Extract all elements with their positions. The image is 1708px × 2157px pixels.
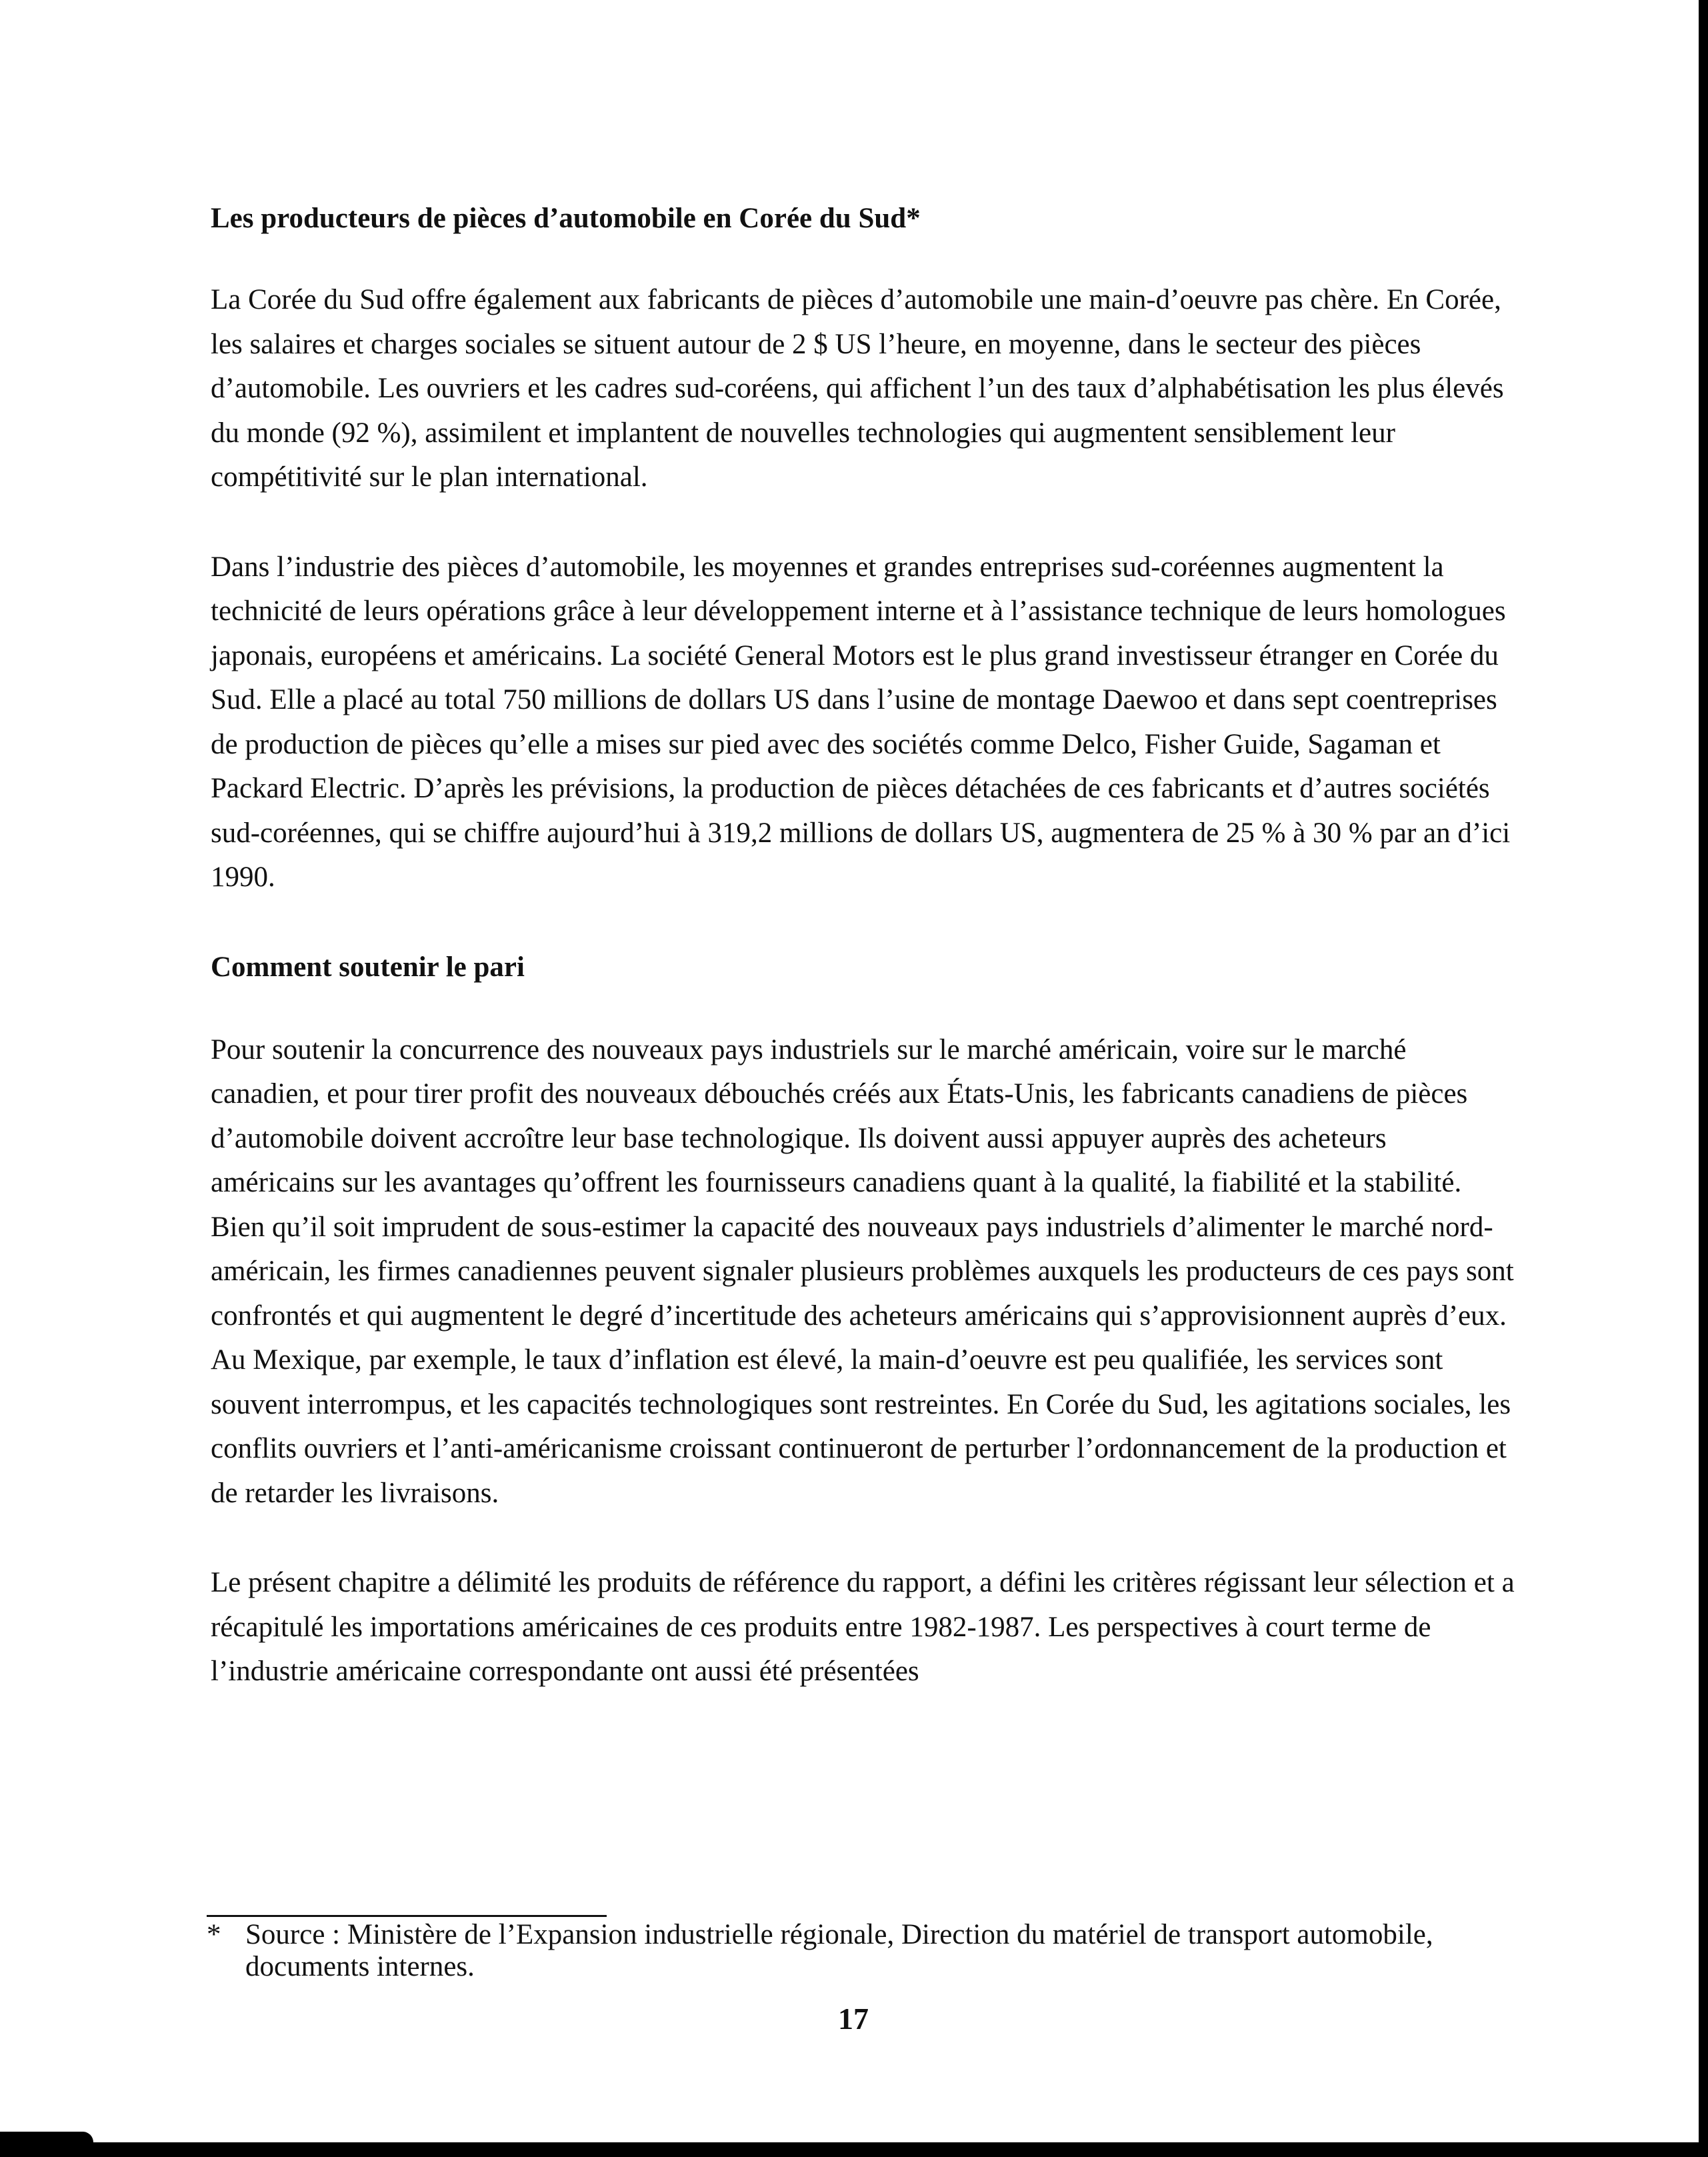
paragraph-chapter-summary: Le présent chapitre a délimité les produits de référence du rapport, a défini les critères régissant leur sélection et a récapitulé les importations américaines de ces produits entre 1982-1987. Les perspectives à court terme de l’industrie américaine correspondante ont aussi été présentées bbox=[211, 1567, 1515, 1687]
section-heading-korea: Les producteurs de pièces d’automobile en Corée du Sud* bbox=[211, 203, 921, 234]
scan-border-right bbox=[1699, 0, 1708, 2157]
page-number: 17 bbox=[838, 2002, 869, 2036]
paragraph-korea-industry: Dans l’industrie des pièces d’automobile, les moyennes et grandes entreprises sud-coréennes augmentent la technicité de leurs opérations grâce à leur développement interne et à l’assistance technique de leurs homologues japonais, européens et américains. La société General Motors est le plus grand investisseur étranger en Corée du Sud. Elle a placé au total 750 millions de dollars US dans l’usine de montage Daewoo et dans sept coentreprises de production de pièces qu’elle a mises sur pied avec des sociétés comme Delco, Fisher Guide, Sagaman et Packard Electric. D’après les prévisions, la production de pièces détachées de ces fabricants et d’autres sociétés sud-coréennes, qui se chiffre aujourd’hui à 319,2 millions de dollars US, augmentera de 25 % à 30 % par an d’ici 1990. bbox=[211, 551, 1511, 893]
footnote bbox=[207, 1919, 1513, 1983]
footnote-divider bbox=[207, 1915, 607, 1917]
scan-border-bottom bbox=[0, 2142, 1708, 2157]
paragraph-korea-labour: La Corée du Sud offre également aux fabricants de pièces d’automobile une main-d’oeuvre pas chère. En Corée, les salaires et charges sociales se situent autour de 2 $ US l’heure, en moyenne, dans le secteur des pièces d’automobile. Les ouvriers et les cadres sud-coréens, qui affichent l’un des taux d’alphabétisation les plus élevés du monde (92 %), assimilent et implantent de nouvelles technologies qui augmentent sensiblement leur compétitivité sur le plan international. bbox=[211, 284, 1504, 493]
footnote-text: Source : Ministère de l’Expansion industrielle régionale, Direction du matériel de transport automobile, documents internes. bbox=[245, 1919, 1433, 1982]
page-body bbox=[211, 197, 1517, 1694]
scan-border-corner bbox=[0, 2132, 93, 2142]
paragraph-competition: Pour soutenir la concurrence des nouveaux pays industriels sur le marché américain, voire sur le marché canadien, et pour tirer profit des nouveaux débouchés créés aux États-Unis, les fabricants canadiens de pièces d’automobile doivent accroître leur base technologique. Ils doivent aussi appuyer auprès des acheteurs américains sur les avantages qu’offrent les fournisseurs canadiens quant à la qualité, la fiabilité et la stabilité. Bien qu’il soit imprudent de sous-estimer la capacité des nouveaux pays industriels d’alimenter le marché nord-américain, les firmes canadiennes peuvent signaler plusieurs problèmes auxquels les producteurs de ces pays sont confrontés et qui augmentent le degré d’incertitude des acheteurs américains qui s’approvisionnent auprès d’eux. Au Mexique, par exemple, le taux d’inflation est élevé, la main-d’oeuvre est peu qualifiée, les services sont souvent interrompus, et les capacités technologiques sont restreintes. En Corée du Sud, les agitations sociales, les conflits ouvriers et l’anti-américanisme croissant continueront de perturber l’ordonnancement de la production et de retarder les livraisons. bbox=[211, 1033, 1514, 1509]
section-heading-competition: Comment soutenir le pari bbox=[211, 951, 525, 983]
footnote-marker: * bbox=[207, 1919, 221, 1950]
